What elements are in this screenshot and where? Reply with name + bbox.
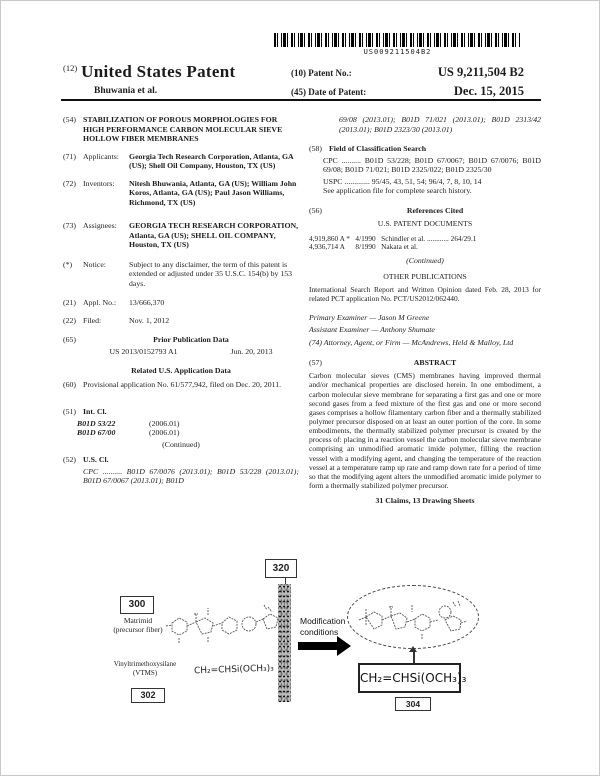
other-publications-heading: OTHER PUBLICATIONS — [383, 271, 467, 281]
us-cl-heading: U.S. Cl. — [83, 455, 109, 464]
references-cited-heading: References Cited — [406, 205, 464, 215]
related-app-heading: Related U.S. Application Data — [131, 366, 231, 375]
notice-section — [63, 260, 299, 289]
invention-title: STABILIZATION OF POROUS MORPHOLOGIES FOR HIGH PERFORMANCE CARBON MOLECULAR SIEVE HOLLOW FIBER MEMBRANES — [83, 115, 283, 143]
claims-drawing-sheets-line: 31 Claims, 13 Drawing Sheets — [375, 496, 475, 506]
date-of-patent: Dec. 15, 2015 — [453, 84, 524, 98]
related-app-section — [63, 380, 299, 390]
reference-line: 4,936,714 A 8/1990 Nakata et al. — [309, 242, 418, 252]
date-of-patent-label: (45) Date of Patent: — [291, 87, 367, 97]
assistant-examiner-line: Assistant Examiner — Anthony Shumate — [309, 324, 435, 334]
left-column — [63, 115, 299, 494]
appl-no-label: Appl. No.: — [83, 298, 117, 307]
publication-date: Jun. 20, 2013 — [230, 346, 273, 356]
int-cl-continued: (Continued) — [162, 439, 200, 449]
patent-number-label: (10) Patent No.: — [291, 68, 352, 78]
references-continued: (Continued) — [406, 256, 444, 266]
vtms-formula-boxed: CH₂=CHSi(OCH₃)₃ — [358, 663, 461, 693]
abstract-section — [309, 358, 541, 368]
field-number: (65) — [63, 335, 76, 344]
inventors-text: Nitesh Bhuwania, Atlanta, GA (US); William John Koros, Atlanta, GA (US); Paul Jason Williams, Richmond, TX (US) — [129, 178, 297, 207]
applicants-section — [63, 152, 299, 171]
matrimid-structure-drawing — [164, 593, 282, 658]
header-rule — [61, 99, 541, 101]
int-cl-section — [63, 407, 299, 417]
us-cl-section — [63, 455, 299, 465]
inventor-short-name: Bhuwania et al. — [94, 86, 158, 96]
field-number: (72) — [63, 178, 76, 188]
figure-label-304: 304 — [395, 697, 431, 711]
filed-label: Filed: — [83, 315, 102, 325]
field-see-line: See application file for complete search history. — [323, 186, 472, 195]
modification-arrow-head — [337, 636, 351, 656]
modification-arrow — [298, 642, 337, 650]
assignees-section — [63, 221, 299, 250]
publication-number: US 2013/0152793 A1 — [109, 346, 178, 356]
field-number: (57) — [309, 357, 322, 367]
filed-section — [63, 316, 299, 326]
field-number: (58) — [309, 144, 322, 153]
matrimid-caption: Matrimid (precursor fiber) — [113, 616, 163, 635]
filed-value: Nov. 1, 2012 — [129, 315, 170, 325]
barcode-text: US009211504B2 — [363, 48, 432, 56]
us-cl-cpc-text: CPC .......... B01D 67/0076 (2013.01); B01D 53/228 (2013.01); B01D 67/0067 (2013.01); B01D — [83, 466, 299, 485]
applicants-label: Applicants: — [83, 151, 119, 161]
patent-number: US 9,211,504 B2 — [437, 65, 524, 79]
field-number: (56) — [309, 205, 322, 215]
cpc-continuation: 69/08 (2013.01); B01D 71/021 (2013.01); B01D 2313/42 (2013.01); B01D 2323/30 (2013.01) — [339, 115, 541, 134]
attorney-line: (74) Attorney, Agent, or Firm — McAndrews, Held & Malloy, Ltd — [309, 338, 514, 348]
notice-label: Notice: — [83, 259, 106, 269]
us-patent-documents-heading: U.S. PATENT DOCUMENTS — [377, 219, 473, 228]
vtms-caption: Vinyltrimethoxysilane (VTMS) — [113, 660, 177, 678]
class-code: B01D 53/22 — [77, 418, 116, 428]
other-publication-text: International Search Report and Written Opinion dated Feb. 28, 2013 for related PCT application No. PCT/US2012/062440. — [309, 285, 541, 304]
barcode — [274, 33, 521, 47]
field-cpc-line: CPC .......... B01D 53/228; B01D 67/0067; B01D 67/0076; B01D 69/08; B01D 71/021; B01D 2325/022; B01D 2325/30 — [323, 155, 541, 174]
related-app-text: Provisional application No. 61/577,942, filed on Dec. 20, 2011. — [83, 379, 282, 389]
inventors-section — [63, 179, 299, 208]
applicants-text: Georgia Tech Research Corporation, Atlanta, GA (US); Shell Oil Company, Houston, TX (US) — [129, 151, 294, 170]
appl-no-value: 13/666,370 — [129, 298, 165, 307]
field-of-search-heading: Field of Classification Search — [329, 144, 427, 153]
abstract-heading: ABSTRACT — [413, 357, 457, 367]
title-section — [63, 115, 299, 144]
field-number: (71) — [63, 151, 76, 161]
assignees-text: GEORGIA TECH RESEARCH CORPORATION, Atlanta, GA (US); SHELL OIL COMPANY, Houston, TX (US) — [129, 221, 299, 249]
field-number: (21) — [63, 298, 76, 307]
field-uspc-line: USPC ............. 95/45, 43, 51, 54; 96/4, 7, 8, 10, 14 — [323, 176, 482, 186]
references-cited-section — [309, 206, 541, 216]
field-number: (54) — [63, 115, 76, 124]
int-cl-row — [63, 428, 299, 438]
document-type: United States Patent — [81, 62, 236, 81]
field-number: (22) — [63, 315, 76, 325]
field-number: (51) — [63, 407, 76, 416]
header-left — [63, 62, 235, 82]
publication-line — [63, 347, 299, 357]
assignees-label: Assignees: — [83, 221, 117, 230]
primary-examiner-line: Primary Examiner — Jason M Greene — [309, 313, 430, 323]
class-year: (2006.01) — [149, 418, 180, 428]
modification-conditions-caption: Modification conditions — [300, 616, 346, 637]
field-number: (73) — [63, 221, 76, 230]
inventors-label: Inventors: — [83, 178, 115, 188]
field-number: (60) — [63, 379, 76, 389]
vtms-formula: CH₂=CHSi(OCH₃)₃ — [193, 663, 274, 677]
us-cl-cpc — [63, 467, 299, 486]
figure-label-300: 300 — [120, 596, 154, 614]
prior-publication-section — [63, 335, 299, 345]
reference-line: 4,919,860 A * 4/1990 Schindler et al. ............ 264/29.1 — [309, 233, 477, 243]
kind-code: (12) — [63, 63, 78, 73]
prior-publication-heading: Prior Publication Data — [153, 335, 229, 344]
field-number: (*) — [63, 259, 73, 269]
field-number: (52) — [63, 455, 76, 464]
field-of-search-section — [309, 144, 541, 154]
int-cl-row — [63, 419, 299, 429]
int-cl-heading: Int. Cl. — [83, 407, 107, 416]
class-code: B01D 67/00 — [77, 428, 116, 437]
abstract-text: Carbon molecular sieves (CMS) membranes having improved thermal and/or mechanical properties are disclosed herein. In one embodiment, a carbon molecular sieve membrane for separating a first gas and one or more second gases from a feed mixture of the first gas and one or more second gases comprises a hollow filamentary carbon fiber and a thermally stabilized polymer precursor disposed on at least an outer portion of the core. In some embodiments, the thermally stabilized polymer precursor is created by the process of: placing in a reaction vessel the carbon molecular sieve membrane comprising an unmodified aromatic imide polymer, filling the reaction vessel with a modifying agent, and changing the temperature of the reaction vessel at a temperature ramp up rate and ramp down rate for a period of time so that the modifying agent alters the unmodified aromatic imide polymer to form a thermally stabilized polymer precursor. — [309, 371, 541, 491]
application-number-section — [63, 298, 299, 308]
notice-text: Subject to any disclaimer, the term of this patent is extended or adjusted under 35 U.S.C. 154(b) by 153 days. — [129, 259, 293, 288]
figure-label-302: 302 — [131, 688, 165, 703]
modified-structure-drawing — [357, 592, 469, 649]
class-year: (2006.01) — [149, 428, 180, 437]
figure-label-320: 320 — [265, 559, 297, 578]
right-column — [309, 115, 541, 506]
header-right — [291, 65, 524, 103]
